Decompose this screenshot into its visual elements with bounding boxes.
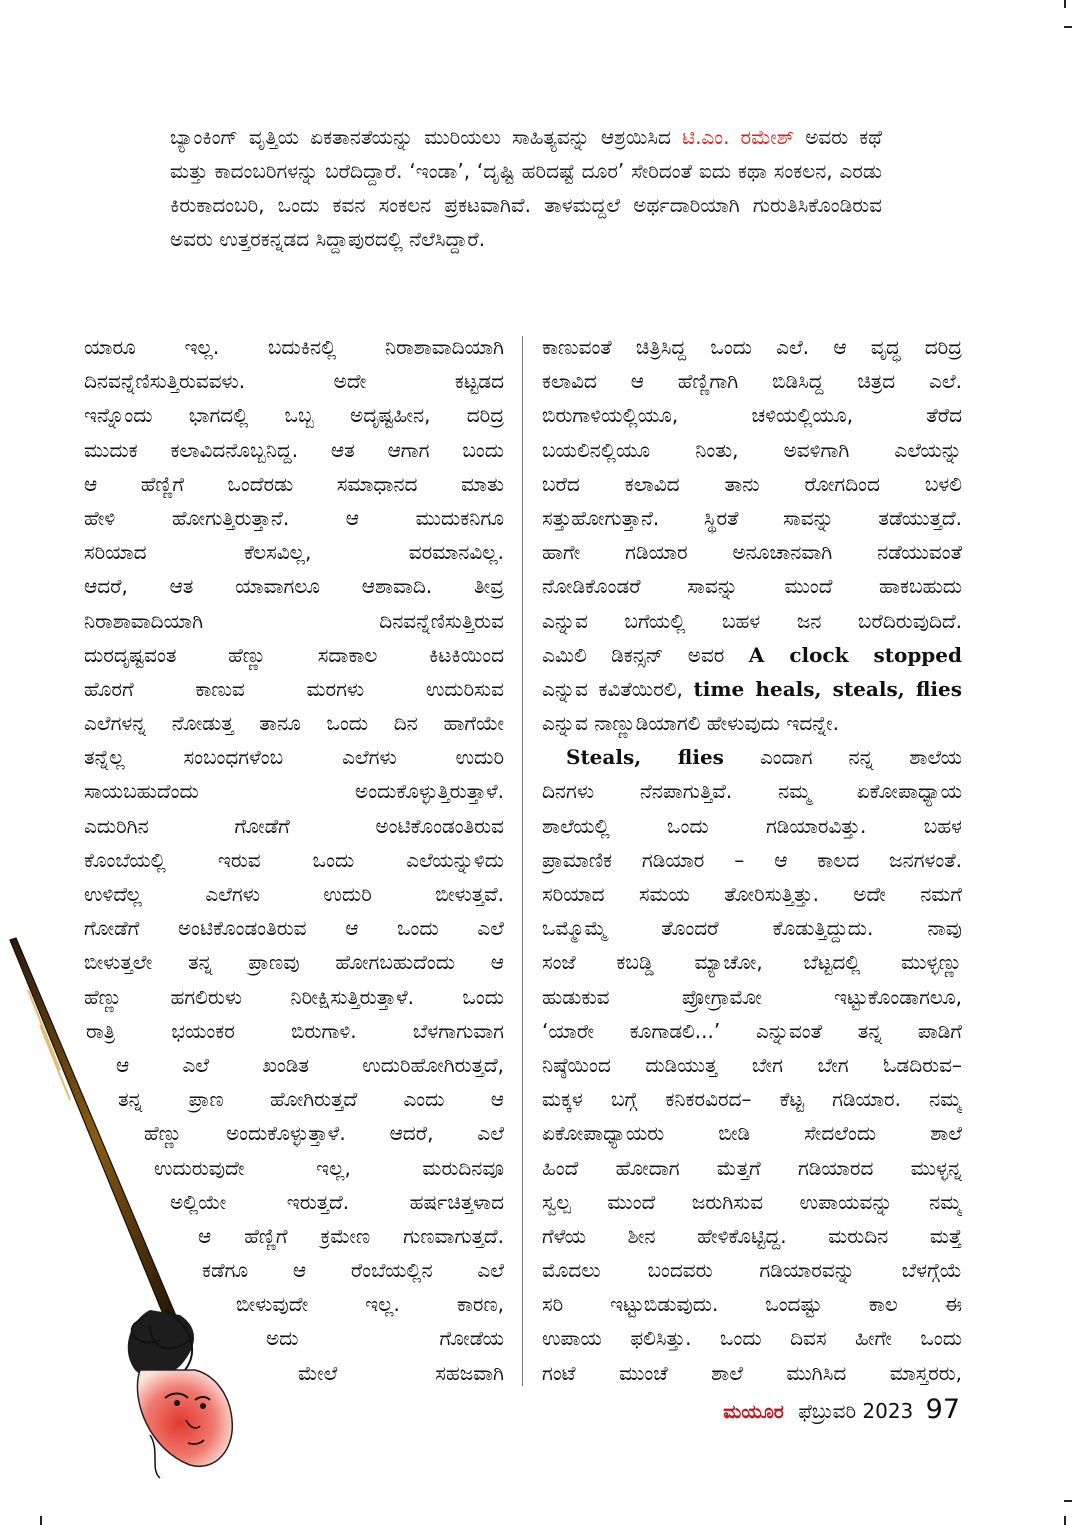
author-bio (170, 120, 882, 256)
text-line: ಗಂಟೆ ಮುಂಚೆ ಶಾಲೆ ಮುಗಿಸಿದ ಮಾಸ್ತರರು, (542, 1360, 962, 1385)
text-line: ಹಾಗೇ ಗಡಿಯಾರ ಅನೂಚಾನವಾಗಿ ನಡೆಯುವಂತೆ (542, 540, 962, 565)
text-line: ಹಿಂದೆ ಹೋದಾಗ ಮೆತ್ತಗೆ ಗಡಿಯಾರದ ಮುಳ್ಳನ್ನ (542, 1155, 962, 1180)
issue-date: ಫೆಬ್ರುವರಿ 2023 (798, 1399, 914, 1423)
author-name: ಟಿ.ಎಂ. ರಮೇಶ್ (682, 125, 795, 149)
text-line: ಆ ಎಲೆ ಖಂಡಿತ ಉದುರಿಹೋಗಿರುತ್ತದೆ, (116, 1052, 504, 1077)
text-line: ಸರಿ ಇಟ್ಟುಬಿಡುವುದು. ಒಂದಷ್ಟು ಕಾಲ ಈ (542, 1292, 962, 1317)
text-line: ಬಿರುಗಾಳಿಯಲ್ಲಿಯೂ, ಚಳಿಯಲ್ಲಿಯೂ, ತೆರೆದ (542, 403, 962, 428)
text-line: ಕಡೆಗೂ ಆ ರೆಂಬೆಯಲ್ಲಿನ ಎಲೆ (202, 1258, 504, 1283)
text-line: ಬೀಳುತ್ತಲೇ ತನ್ನ ಪ್ರಾಣವು ಹೋಗಬಹುದೆಂದು ಆ (84, 950, 504, 975)
text-line: ಸಾಯಬಹುದೆಂದು ಅಂದುಕೊಳ್ಳುತ್ತಿರುತ್ತಾಳೆ. (84, 779, 504, 804)
text-line: ತನ್ನೆಲ್ಲ ಸಂಬಂಧಗಳೆಂಬ ಎಲೆಗಳು ಉದುರಿ (84, 745, 504, 770)
text-fragment: ಎಮಿಲಿ ಡಿಕನ್ಸನ್ ಅವರ (542, 642, 749, 667)
text-line: ಆದರೆ, ಆತ ಯಾವಾಗಲೂ ಆಶಾವಾದಿ. ತೀವ್ರ (84, 574, 504, 599)
text-line: ಏಕೋಪಾಧ್ಯಾಯರು ಬೀಡಿ ಸೇದಲೆಂದು ಶಾಲೆ (542, 1121, 962, 1146)
text-line: ನೋಡಿಕೊಂಡರೆ ಸಾವನ್ನು ಮುಂದೆ ಹಾಕಬಹುದು (542, 574, 962, 599)
quoted-words: Steals, flies (566, 745, 724, 770)
text-line: ಉಪಾಯ ಫಲಿಸಿತ್ತು. ಒಂದು ದಿವಸ ಹೀಗೇ ಒಂದು (542, 1326, 962, 1351)
text-line: ಇನ್ನೊಂದು ಭಾಗದಲ್ಲಿ ಒಬ್ಬ ಅದೃಷ್ಟಹೀನ, ದರಿದ್ರ (84, 403, 504, 428)
text-line: ರಾತ್ರಿ ಭಯಂಕರ ಬಿರುಗಾಳಿ. ಬೆಳಗಾಗುವಾಗ (86, 1018, 504, 1043)
text-line: ಎನ್ನುವ ನಾಣ್ಣುಡಿಯಾಗಲಿ ಹೇಳುವುದು ಇದನ್ನೇ. (542, 711, 839, 736)
text-line: ಸತ್ತುಹೋಗುತ್ತಾನೆ. ಸ್ಥಿರತೆ ಸಾವನ್ನು ತಡೆಯುತ್ತದೆ. (542, 505, 962, 530)
text-line: ಸರಿಯಾದ ಕೆಲಸವಿಲ್ಲ, ವರಮಾನವಿಲ್ಲ. (84, 540, 504, 565)
text-line: ಆ ಹೆಣ್ಣಿಗೆ ಒಂದೆರಡು ಸಮಾಧಾನದ ಮಾತು (84, 471, 504, 496)
crop-mark (1064, 1516, 1066, 1525)
text-line: ಮೊದಲು ಬಂದವರು ಗಡಿಯಾರವನ್ನು ಬೆಳಗ್ಗೆಯೆ (542, 1258, 962, 1283)
pen-illustration (0, 930, 240, 1490)
text-line (542, 672, 962, 706)
text-line: ದುರದೃಷ್ಟವಂತ ಹೆಣ್ಣು ಸದಾಕಾಲ ಕಿಟಕಿಯಿಂದ (84, 642, 504, 667)
quoted-poem-title: A clock stopped (748, 642, 962, 667)
text-line: ಹುಡುಕುವ ಪ್ರೋಗ್ರಾಮೋ ಇಟ್ಟುಕೊಂಡಾಗಲೂ, (542, 984, 962, 1009)
text-line: ಸ್ವಲ್ಪ ಮುಂದೆ ಜರುಗಿಸುವ ಉಪಾಯವನ್ನು ನಮ್ಮ (542, 1189, 962, 1214)
crop-mark (1064, 0, 1066, 8)
text-line: ಮುದುಕ ಕಲಾವಿದನೊಬ್ಬನಿದ್ದ. ಆತ ಆಗಾಗ ಬಂದು (84, 437, 504, 462)
right-column (542, 330, 962, 1390)
text-fragment: ಎನ್ನುವ ಕವಿತೆಯಿರಲಿ, (542, 676, 694, 701)
text-line: ಗೋಡೆಗೆ ಅಂಟಿಕೊಂಡಂತಿರುವ ಆ ಒಂದು ಎಲೆ (84, 916, 504, 941)
magazine-logo: ಮಯೂರ (723, 1401, 784, 1423)
text-line: ಗೆಳೆಯ ಶೀನ ಹೇಳಿಕೊಟ್ಟಿದ್ದ. ಮರುದಿನ ಮತ್ತೆ (542, 1223, 962, 1248)
text-line: ತನ್ನ ಪ್ರಾಣ ಹೋಗಿರುತ್ತದೆ ಎಂದು ಆ (118, 1087, 504, 1112)
text-line: ಆ ಹೆಣ್ಣಿಗೆ ಕ್ರಮೇಣ ಗುಣವಾಗುತ್ತದೆ. (198, 1223, 504, 1248)
text-line: ಸರಿಯಾದ ಸಮಯ ತೋರಿಸುತ್ತಿತ್ತು. ಅದೇ ನಮಗೆ (542, 882, 962, 906)
text-line: ಸಂಜೆ ಕಬಡ್ಡಿ ಮ್ಯಾಚೋ, ಬೆಟ್ಟದಲ್ಲಿ ಮುಳ್ಳಣ್ಣು (542, 950, 962, 975)
text-line: ಪ್ರಾಮಾಣಿಕ ಗಡಿಯಾರ – ಆ ಕಾಲದ ಜನಗಳಂತೆ. (542, 847, 962, 872)
text-line: ಮಕ್ಕಳ ಬಗ್ಗೆ ಕನಿಕರವಿರದ– ಕೆಟ್ಟ ಗಡಿಯಾರ. ನಮ್ಮ (542, 1087, 962, 1112)
text-line: ಒಮ್ಮೊಮ್ಮೆ ತೊಂದರೆ ಕೊಡುತ್ತಿದ್ದುದು. ನಾವು (542, 916, 962, 941)
text-line: ಎದುರಿಗಿನ ಗೋಡೆಗೆ ಅಂಟಿಕೊಂಡಂತಿರುವ (84, 813, 504, 838)
column-divider (522, 336, 523, 1386)
bio-text-post: ಅವರು ಕಥೆ ಮತ್ತು ಕಾದಂಬರಿಗಳನ್ನು ಬರೆದಿದ್ದಾರೆ. ‘ಇಂಡಾ’, ‘ದೃಷ್ಟಿ ಹರಿದಷ್ಟೆ ದೂರ’ ಸೇರಿದಂತೆ ಐದು ಕಥಾ ಸಂಕಲನ, ಎರಡು ಕಿರುಕಾದಂಬರಿ, ಒಂದು ಕವನ ಸಂಕಲನ ಪ್ರಕಟವಾಗಿವೆ. ತಾಳಮದ್ದಲೆ ಅರ್ಥದಾರಿಯಾಗಿ ಗುರುತಿಸಿಕೊಂಡಿರುವ ಅವರು ಉತ್ತರಕನ್ನಡದ ಸಿದ್ದಾಪುರದಲ್ಲಿ ನೆಲೆಸಿದ್ದಾರೆ. (170, 125, 882, 251)
text-line: ದಿನಗಳು ನೆನಪಾಗುತ್ತಿವೆ. ನಮ್ಮ ಏಕೋಪಾಧ್ಯಾಯ (542, 779, 962, 804)
text-line: ಉಳಿದೆಲ್ಲ ಎಲೆಗಳು ಉದುರಿ ಬೀಳುತ್ತವೆ. (84, 882, 504, 906)
crop-mark (1064, 26, 1072, 28)
bio-text-pre: ಬ್ಯಾಂಕಿಂಗ್ ವೃತ್ತಿಯ ಏಕತಾನತೆಯನ್ನು ಮುರಿಯಲು ಸಾಹಿತ್ಯವನ್ನು ಆಶ್ರಯಿಸಿದ (170, 125, 683, 149)
text-line: ಉದುರುವುದೇ ಇಲ್ಲ, ಮರುದಿನವೂ (154, 1155, 504, 1180)
page-footer (723, 1392, 960, 1430)
text-line: ನಿಷ್ಠೆಯಿಂದ ದುಡಿಯುತ್ತ ಬೇಗ ಬೇಗ ಓಡದಿರುವ– (542, 1052, 962, 1077)
text-line: ಕಲಾವಿದ ಆ ಹೆಣ್ಣಿಗಾಗಿ ಬಿಡಿಸಿದ್ದ ಚಿತ್ರದ ಎಲೆ. (542, 369, 962, 394)
text-line: ಅಲ್ಲಿಯೇ ಇರುತ್ತದೆ. ಹರ್ಷಚಿತ್ತಳಾದ (170, 1189, 504, 1214)
text-line: ಕೊಂಬೆಯಲ್ಲಿ ಇರುವ ಒಂದು ಎಲೆಯನ್ನುಳಿದು (84, 847, 504, 872)
text-line: ಹೆಣ್ಣು ಹಗಲಿರುಳು ನಿರೀಕ್ಷಿಸುತ್ತಿರುತ್ತಾಳೆ. ಒಂದು (84, 984, 504, 1009)
text-line: ಶಾಲೆಯಲ್ಲಿ ಒಂದು ಗಡಿಯಾರವಿತ್ತು. ಬಹಳ (542, 813, 962, 838)
text-line: ಯಾರೂ ಇಲ್ಲ. ಬದುಕಿನಲ್ಲಿ ನಿರಾಶಾವಾದಿಯಾಗಿ (84, 335, 504, 359)
crop-mark (1064, 1500, 1072, 1502)
text-fragment: ಎಂದಾಗ ನನ್ನ ಶಾಲೆಯ (723, 745, 962, 770)
text-line: ಹೊರಗೆ ಕಾಣುವ ಮರಗಳು ಉದುರಿಸುವ (84, 676, 504, 701)
text-line (542, 740, 962, 774)
text-line: ದಿನವನ್ನೆಣಿಸುತ್ತಿರುವವಳು. ಅದೇ ಕಟ್ಟಡದ (84, 369, 504, 394)
text-line: ಎನ್ನುವ ಬಗೆಯಲ್ಲಿ ಬಹಳ ಜನ ಬರೆದಿರುವುದಿದೆ. (542, 608, 962, 633)
text-line: ಬಯಲಿನಲ್ಲಿಯೂ ನಿಂತು, ಅವಳಿಗಾಗಿ ಎಲೆಯನ್ನು (542, 437, 962, 462)
page-number: 97 (925, 1394, 960, 1425)
text-line: ಹೆಣ್ಣು ಅಂದುಕೊಳ್ಳುತ್ತಾಳೆ. ಆದರೆ, ಎಲೆ (144, 1121, 504, 1146)
text-line: ನಿರಾಶಾವಾದಿಯಾಗಿ ದಿನವನ್ನೆಣಿಸುತ್ತಿರುವ (84, 608, 504, 633)
text-line: ಅದು ಗೋಡೆಯ (266, 1326, 504, 1351)
text-line: ಹೇಳಿ ಹೋಗುತ್ತಿರುತ್ತಾನೆ. ಆ ಮುದುಕನಿಗೂ (84, 505, 504, 530)
text-line: ಮೇಲೆ ಸಹಜವಾಗಿ (298, 1360, 504, 1385)
text-line: ‘ಯಾರೇ ಕೂಗಾಡಲಿ...’ ಎನ್ನುವಂತೆ ತನ್ನ ಪಾಡಿಗೆ (542, 1018, 962, 1043)
text-line: ಕಾಣುವಂತೆ ಚಿತ್ರಿಸಿದ್ದ ಒಂದು ಎಲೆ. ಆ ವೃದ್ಧ ದರಿದ್ರ (542, 335, 962, 359)
text-line: ಎಲೆಗಳನ್ನ ನೋಡುತ್ತ ತಾನೂ ಒಂದು ದಿನ ಹಾಗೆಯೇ (84, 711, 504, 736)
text-line: ಬರೆದ ಕಲಾವಿದ ತಾನು ರೋಗದಿಂದ ಬಳಲಿ (542, 471, 962, 496)
text-line: ಬೀಳುವುದೇ ಇಲ್ಲ. ಕಾರಣ, (236, 1292, 504, 1317)
crop-mark (40, 1516, 42, 1525)
quoted-proverb: time heals, steals, flies (693, 676, 962, 701)
text-line (542, 638, 962, 672)
